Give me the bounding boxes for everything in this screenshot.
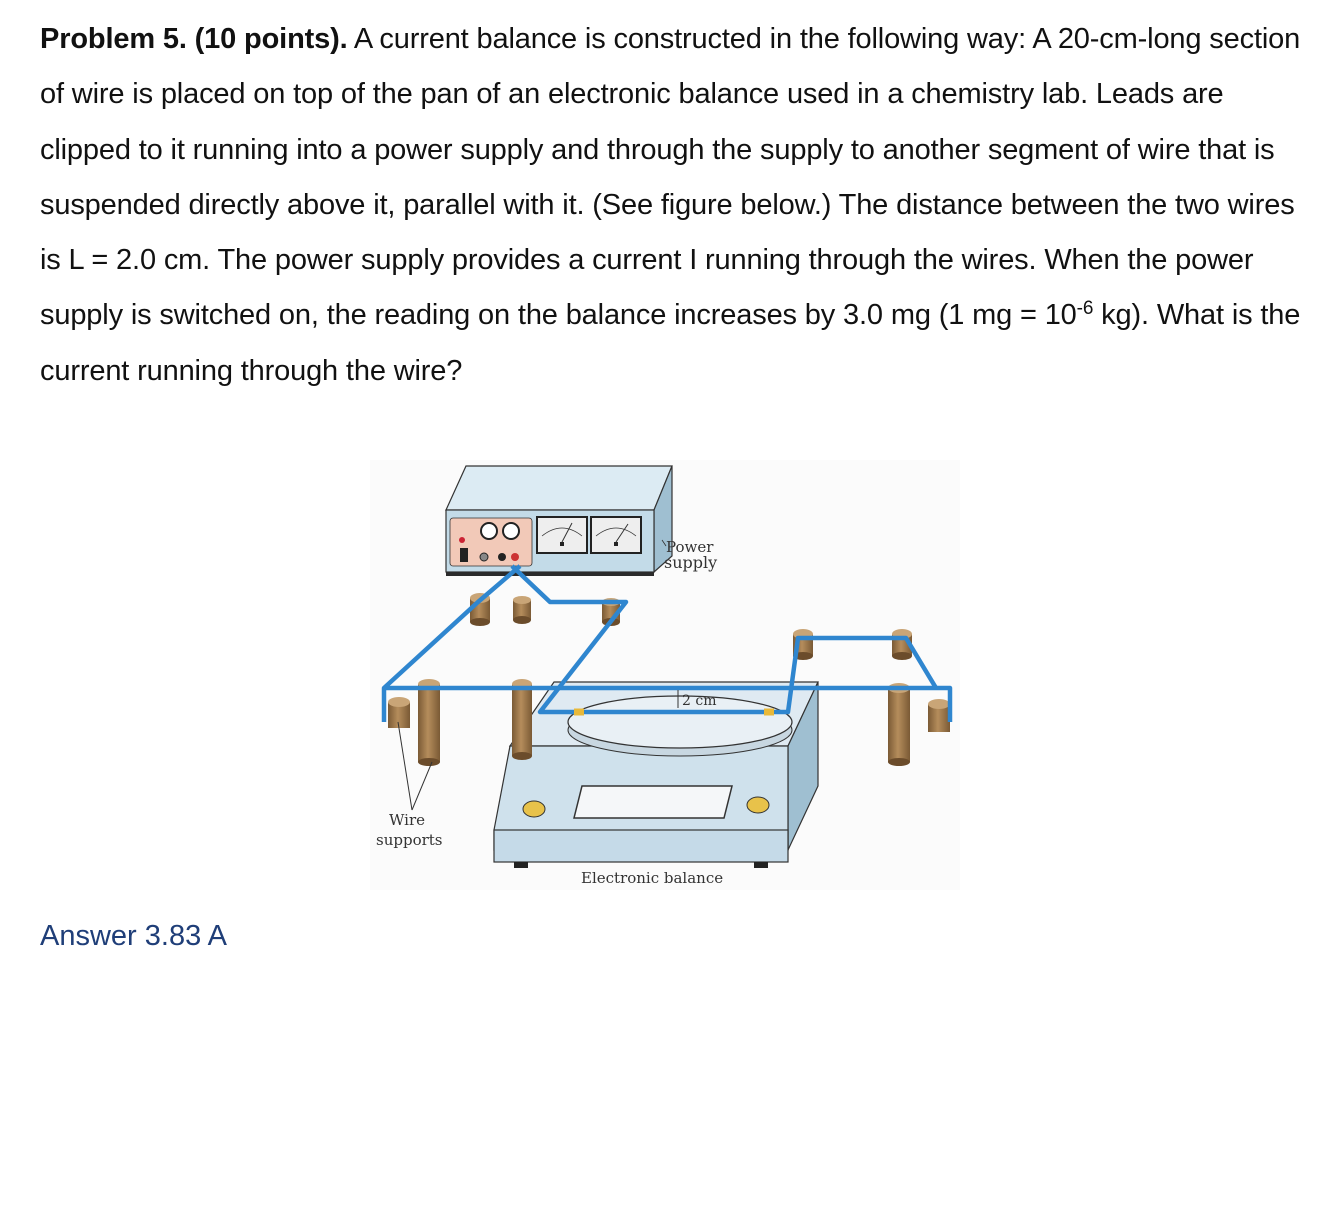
zero-button-icon [747, 797, 769, 813]
power-supply-label-2: supply [664, 553, 718, 572]
power-knob-icon [503, 523, 519, 539]
wire-supports-label-1: Wire [389, 811, 425, 829]
problem-text [40, 12, 1305, 399]
problem-heading: Problem 5. (10 points). [40, 23, 348, 55]
mode-button-icon [523, 801, 545, 817]
exponent: -6 [1076, 298, 1094, 320]
power-knob-icon [481, 523, 497, 539]
meter-gauge-icon [536, 516, 588, 554]
meter-gauge-icon [590, 516, 642, 554]
power-supply [446, 466, 672, 576]
balance-label: Electronic balance [581, 869, 724, 887]
answer [40, 920, 227, 953]
answer-label: Answer [40, 920, 137, 952]
gap-label: 2 cm [682, 693, 717, 709]
answer-value: 3.83 A [144, 920, 228, 952]
power-supply-label-1: Power [666, 538, 714, 556]
problem-body-end: kg). What is the current running through the wire? [40, 299, 1301, 387]
current-balance-figure [370, 460, 960, 890]
wire-supports-label-2: supports [376, 831, 443, 849]
problem-body: A current balance is constructed in the following way: A 20-cm-long section of wire is placed on top of the pan of an electronic balance used in a chemistry lab. Leads are clipped to it running into a power supply and through the supply to another segment of wire that is suspended directly above it, parallel with it. (See figure below.) The distance between the two wires is L = 2.0 cm. The power supply provides a current I running through the wires. When the power supply is switched on, the reading on the balance increases by 3.0 mg (1 mg = 10 [40, 23, 1301, 332]
